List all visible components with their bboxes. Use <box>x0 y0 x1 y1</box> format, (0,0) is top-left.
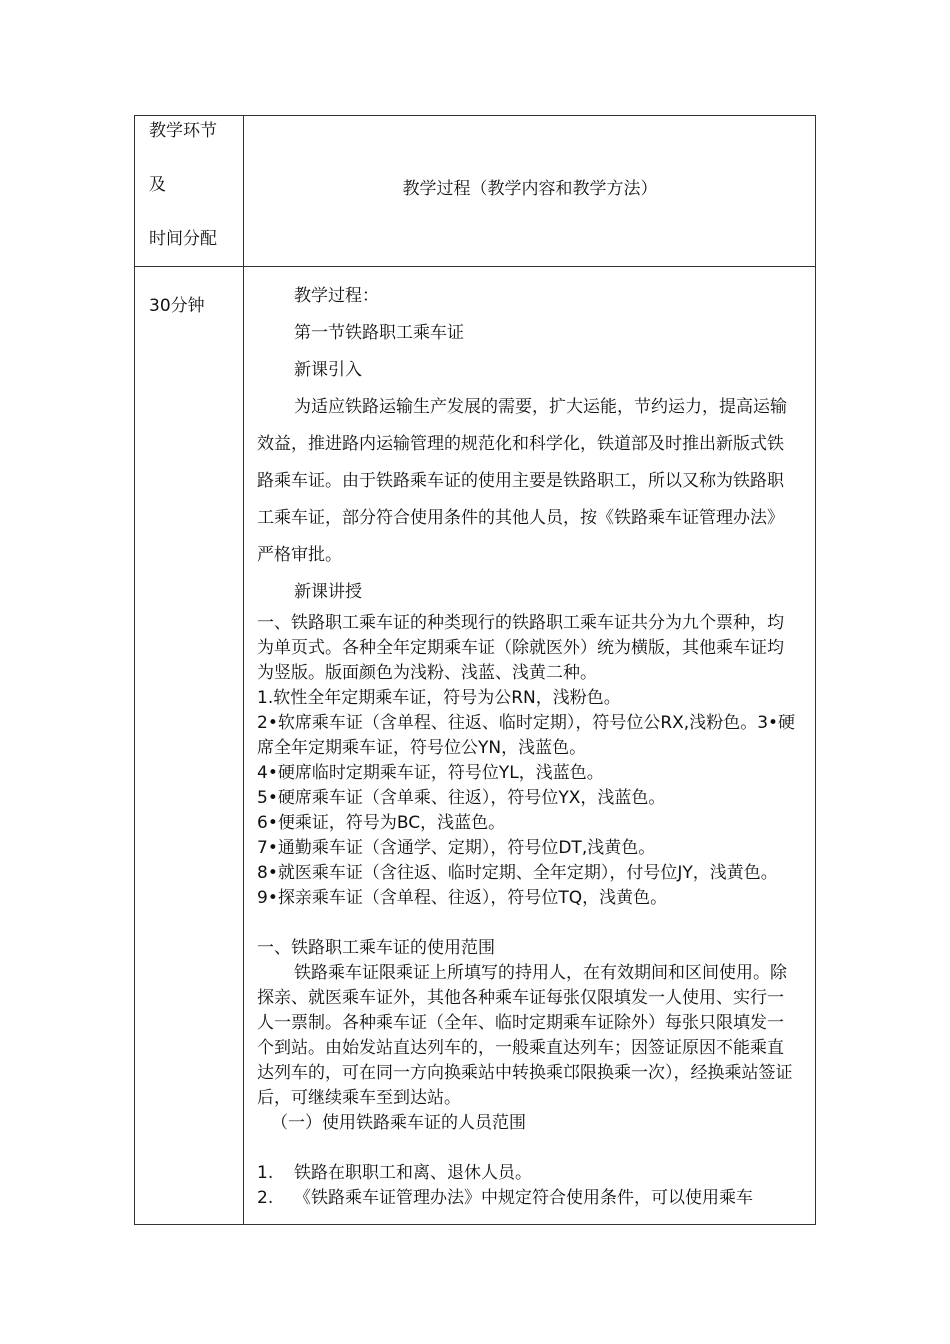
header-left-line: 教学环节 <box>149 121 217 141</box>
header-left-line: 时间分配 <box>149 229 217 249</box>
list-item: 2•软席乘车证（含单程、往返、临时定期），符号位公RX,浅粉色。3•硬席全年定期乘车证，符号位公YN，浅蓝色。 <box>257 713 796 758</box>
section-title: 第一节铁路职工乘车证 <box>294 323 464 343</box>
header-left-line: 及 <box>149 175 166 195</box>
item-text: 铁路在职职工和离、退休人员。 <box>294 1163 532 1183</box>
numbered-item <box>257 1161 799 1186</box>
usage-paragraph: 铁路乘车证限乘证上所填写的持用人，在有效期间和区间使用。除探亲、就医乘车证外，其他各种乘车证每张仅限填发一人使用、实行一人一票制。各种乘车证（全年、临时定期乘车证除外）每张只限填发一个到站。由始发站直达列车的，一般乘直达列车；因签证原因不能乘直达列车的，可在同一方向换乘站中转换乘邙限换乘一次），经换乘站签证后，可继续乘车至到达站。 <box>257 963 793 1108</box>
content-heading: 教学过程： <box>294 286 379 306</box>
list-item: 1.软性全年定期乘车证，符号为公RN，浅粉色。 <box>257 688 621 708</box>
list-item: 9•探亲乘车证（含单程、往返），符号位TQ，浅黄色。 <box>257 888 668 908</box>
sub-heading: （一）使用铁路乘车证的人员范围 <box>271 1113 526 1133</box>
list-item: 7•通勤乘车证（含通学、定期），符号位DT,浅黄色。 <box>257 838 656 858</box>
time-allocation: 30分钟 <box>149 296 205 316</box>
numbered-item <box>257 1186 799 1211</box>
list-item: 8•就医乘车证（含往返、临时定期、全年定期），付号位JY，浅黄色。 <box>257 863 778 883</box>
teaching-content <box>257 278 799 1211</box>
subheading-intro: 新课引入 <box>294 360 362 380</box>
item-number: 2. <box>257 1188 274 1208</box>
header-left-cell <box>149 118 241 280</box>
list-item: 5•硬席乘车证（含单乘、往返），符号位YX，浅蓝色。 <box>257 788 666 808</box>
list-item: 6•便乘证，符号为BC，浅蓝色。 <box>257 813 506 833</box>
column-divider <box>243 116 244 1224</box>
list-item: 4•硬席临时定期乘车证，符号位YL，浅蓝色。 <box>257 763 604 783</box>
item-number: 1. <box>257 1163 274 1183</box>
ticket-types-paragraph: 一、铁路职工乘车证的种类现行的铁路职工乘车证共分为九个票种，均为单页式。各种全年定期乘车证（除就医外）统为横版，其他乘车证均为竖版。版面颜色为浅粉、浅蓝、浅黄二种。 <box>257 613 784 683</box>
section-heading: 一、铁路职工乘车证的使用范围 <box>257 938 495 958</box>
lesson-table <box>134 115 816 1225</box>
item-text: 《铁路乘车证管理办法》中规定符合使用条件，可以使用乘车 <box>294 1188 753 1208</box>
subheading-lecture: 新课讲授 <box>294 582 362 602</box>
intro-paragraph: 为适应铁路运输生产发展的需要，扩大运能，节约运力，提高运输效益，推进路内运输管理的规范化和科学化，铁道部及时推出新版式铁路乘车证。由于铁路乘车证的使用主要是铁路职工，所以又称为铁路职工乘车证，部分符合使用条件的其他人员，按《铁路乘车证管理办法》严格审批。 <box>257 397 787 565</box>
header-right-cell: 教学过程（教学内容和教学方法） <box>402 179 658 199</box>
